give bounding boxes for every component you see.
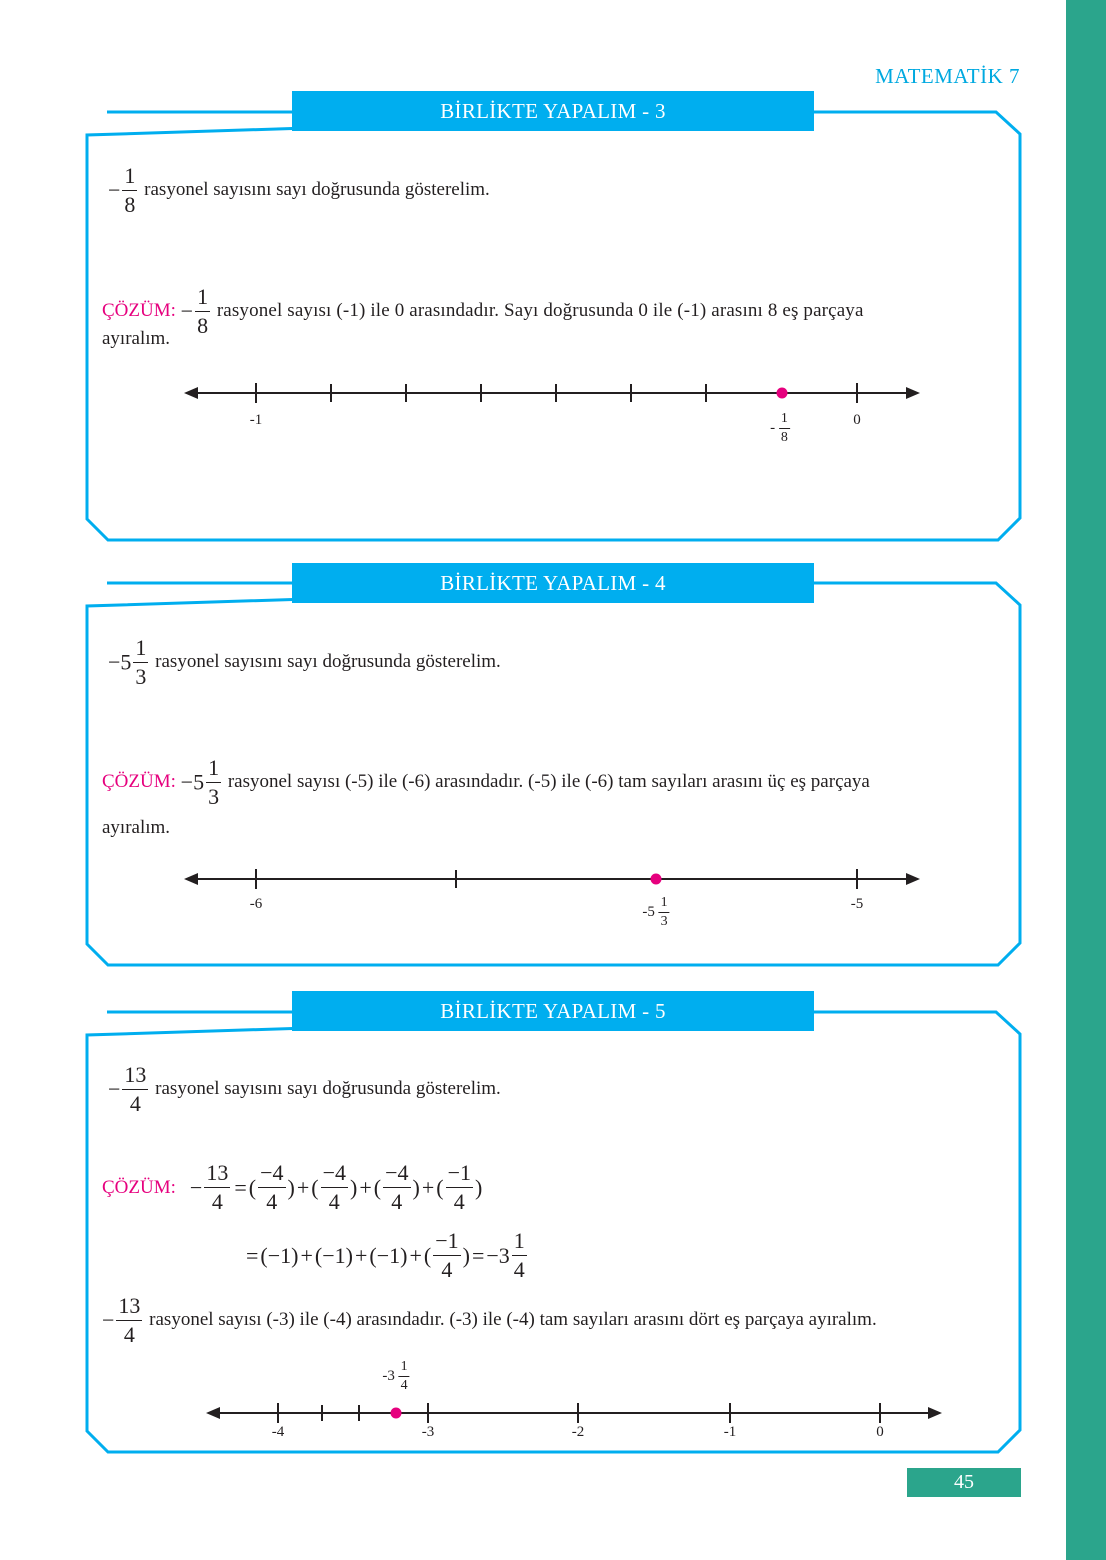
tick-label: 0 [876,1424,884,1440]
fraction [433,1230,460,1281]
question-text: rasyonel sayısını sayı doğrusunda gösterelim. [155,1077,501,1099]
term: (−1) [260,1242,299,1268]
fraction [122,165,137,216]
mixed-number-whole: −3 [486,1242,510,1268]
point-label-fraction [399,1360,410,1393]
numerator: 13 [204,1162,230,1188]
point-label-fraction [659,896,670,929]
paren: ( [311,1174,319,1200]
numerator: 1 [512,1230,527,1256]
point-label [770,412,790,445]
solution-5-text [102,1295,877,1346]
equals-sign: = [471,1242,485,1268]
denominator: 4 [328,1189,340,1214]
fraction-sign: − [102,1307,115,1333]
denominator: 8 [197,313,209,338]
fraction [512,1230,527,1281]
section-banner-4: BİRLİKTE YAPALIM - 4 [292,563,814,603]
numerator: −1 [433,1230,460,1256]
fraction [258,1162,285,1213]
denominator: 4 [129,1091,141,1116]
plus-sign: + [300,1242,313,1268]
plus-sign: + [421,1174,435,1200]
paren: ) [350,1174,358,1200]
plus-sign: + [409,1242,422,1268]
point-marker [651,874,662,885]
tick-label: -1 [249,412,263,428]
tick-label: -1 [723,1424,737,1440]
plus-sign: + [296,1174,310,1200]
fraction [195,286,210,337]
denominator: 8 [780,430,788,445]
number-line-3 [206,1403,942,1423]
point-label-fraction [779,412,790,445]
denominator: 4 [441,1257,453,1282]
fraction [122,1064,148,1115]
term: (−1) [369,1242,408,1268]
numerator: 1 [399,1360,410,1377]
fraction-sign: − [189,1174,203,1200]
tick-label: -3 [421,1424,435,1440]
denominator: 4 [391,1189,403,1214]
solution-4 [102,757,870,808]
denominator: 4 [453,1189,465,1214]
paren: ( [248,1174,257,1200]
paren: ( [423,1242,432,1268]
numerator: 1 [206,757,221,783]
point-label [382,1360,409,1393]
paren: ) [475,1174,483,1200]
fraction [321,1162,348,1213]
mixed-number-whole: −5 [180,769,205,795]
fraction-sign: − [180,298,194,324]
tick-label: -2 [571,1424,585,1440]
solution-text-line1: rasyonel sayısı (-5) ile (-6) arasındadır. (-5) ile (-6) tam sayıları arasını üç eş parçaya [227,770,870,792]
tick-label: 0 [853,412,861,428]
fraction [383,1162,410,1213]
solution-label: ÇÖZÜM: [102,770,176,792]
fraction [133,637,148,688]
denominator: 4 [513,1257,525,1282]
numerator: 1 [122,165,137,191]
denominator: 3 [208,784,220,809]
fraction [204,1162,230,1213]
fraction-sign: − [108,1076,121,1102]
solution-text: rasyonel sayısı (-3) ile (-4) arasındadır. (-3) ile (-4) tam sayıları arasını dört eş parçaya ayıralım. [149,1308,877,1330]
paren: ) [462,1242,470,1268]
paren: ) [287,1174,295,1200]
numerator: 1 [133,637,148,663]
tick-label: -4 [271,1424,285,1440]
plus-sign: + [359,1174,372,1200]
point-label-sign: - [770,419,776,436]
paren: ) [412,1174,420,1200]
equals-sign: = [246,1242,259,1268]
denominator: 8 [124,192,136,217]
numerator: −4 [383,1162,410,1188]
fraction-sign: − [108,177,121,203]
fraction [206,757,221,808]
denominator: 4 [211,1189,223,1214]
numerator: 1 [195,286,210,312]
denominator: 4 [266,1189,278,1214]
question-4 [108,637,501,688]
numerator: 1 [779,412,790,429]
term: (−1) [314,1242,353,1268]
point-label-whole: -3 [382,1367,395,1384]
book-title: MATEMATİK 7 [875,64,1020,88]
numerator: 1 [659,896,670,913]
denominator: 3 [135,664,147,689]
tick-label: -5 [850,896,864,912]
tick-label: -6 [249,896,263,912]
number-line-2 [184,869,920,889]
solution-text-line2: ayıralım. [102,817,171,838]
question-3 [108,165,490,216]
point-label-whole: -5 [642,903,655,920]
solution-text-line1: rasyonel sayısı (-1) ile 0 arasındadır. Sayı doğrusunda 0 ile (-1) arasını 8 eş parçaya [216,299,864,321]
denominator: 3 [660,914,668,929]
question-text: rasyonel sayısını sayı doğrusunda gösterelim. [144,178,490,200]
numerator: 13 [122,1064,148,1090]
solution-label: ÇÖZÜM: [102,299,176,321]
paren: ( [373,1174,382,1200]
equals-sign: = [234,1174,247,1200]
denominator: 4 [123,1322,135,1347]
numerator: −4 [321,1162,348,1188]
denominator: 4 [400,1378,408,1393]
point-label [642,896,669,929]
page-number: 45 [907,1468,1021,1497]
numerator: −1 [446,1162,473,1188]
point-marker [391,1408,402,1419]
numerator: 13 [116,1295,142,1321]
equation-line-2 [244,1230,529,1281]
point-marker [777,388,788,399]
solution-3 [102,286,864,337]
mixed-number-whole: −5 [108,649,132,675]
section-banner-3: BİRLİKTE YAPALIM - 3 [292,91,814,131]
equation-line-1 [102,1162,482,1213]
plus-sign: + [354,1242,368,1268]
paren: ( [436,1174,444,1200]
fraction [116,1295,142,1346]
section-banner-5: BİRLİKTE YAPALIM - 5 [292,991,814,1031]
solution-text-line2: ayıralım. [102,328,171,349]
question-5 [108,1064,501,1115]
question-text: rasyonel sayısını sayı doğrusunda gösterelim. [155,650,501,672]
numerator: −4 [258,1162,285,1188]
fraction [446,1162,473,1213]
number-line-1 [184,383,920,403]
solution-label: ÇÖZÜM: [102,1176,176,1198]
